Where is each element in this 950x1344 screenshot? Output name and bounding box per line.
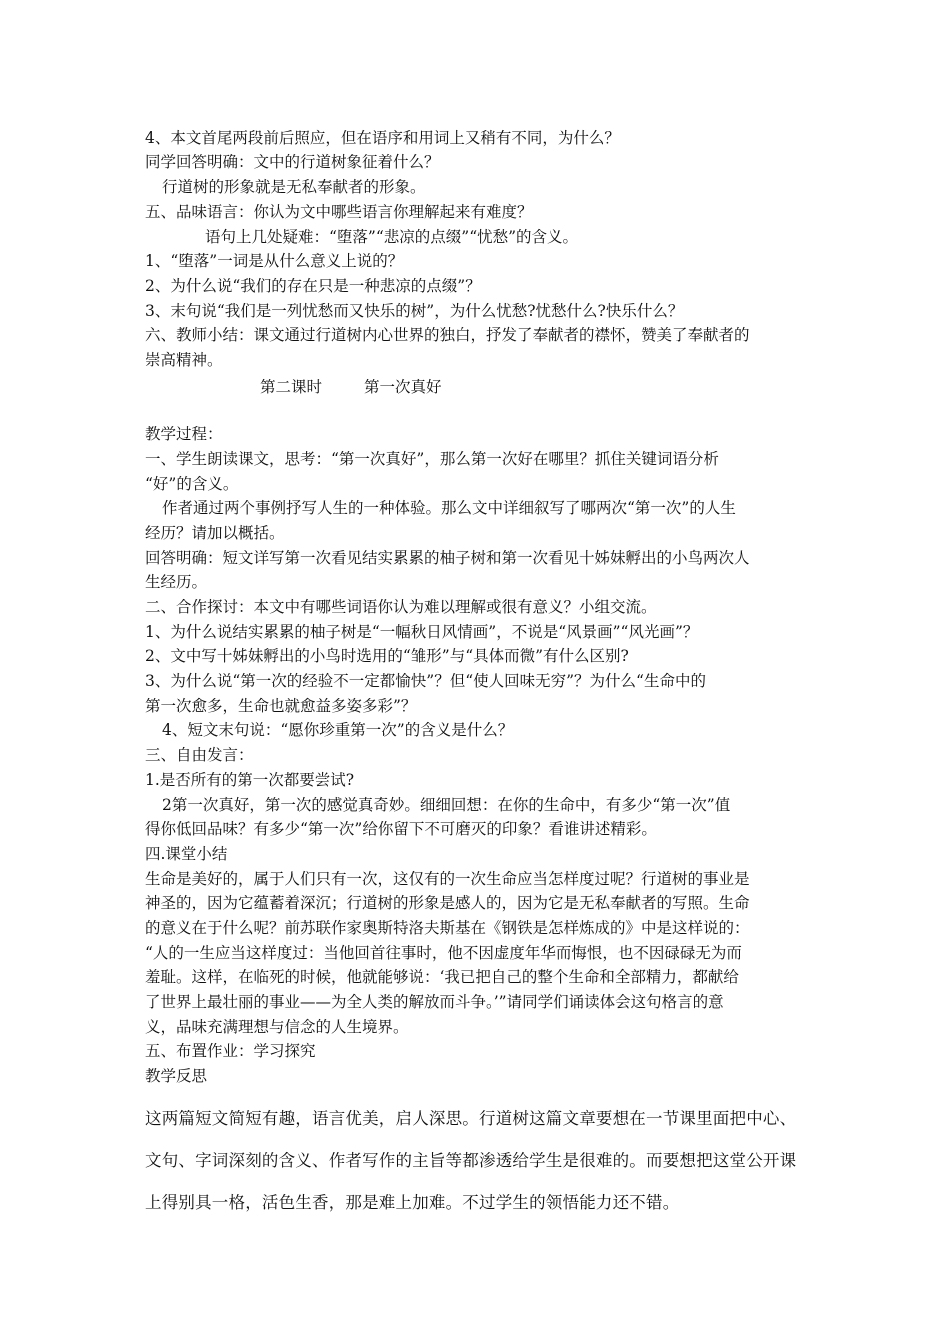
text-line: 崇高精神。 — [145, 351, 223, 369]
text-line: 回答明确：短文详写第一次看见结实累累的柚子树和第一次看见十姊妹孵出的小鸟两次人 — [145, 549, 750, 567]
text-line: 一、学生朗读课文，思考：“第一次真好”，那么第一次好在哪里？抓住关键词语分析 — [145, 450, 719, 468]
text-line: 了世界上最壮丽的事业——为全人类的解放而斗争。’”请同学们诵读体会这句格言的意 — [145, 993, 724, 1011]
text-line: 2、文中写十姊妹孵出的小鸟时选用的“雏形”与“具体而微”有什么区别? — [145, 647, 629, 665]
reflection-line: 上得别具一格，活色生香，那是难上加难。不过学生的领悟能力还不错。 — [145, 1193, 680, 1212]
lesson-name: 第一次真好 — [364, 378, 442, 396]
section-heading: 教学过程： — [145, 425, 223, 443]
text-line: 作者通过两个事例抒写人生的一种体验。那么文中详细叙写了哪两次“第一次”的人生 — [162, 499, 736, 517]
text-line: 生经历。 — [145, 573, 208, 591]
text-line: 义，品味充满理想与信念的人生境界。 — [145, 1018, 409, 1036]
text-line: 2第一次真好，第一次的感觉真奇妙。细细回想：在你的生命中，有多少“第一次”值 — [162, 796, 731, 814]
text-line: 4、短文末句说：“愿你珍重第一次”的含义是什么？ — [162, 721, 514, 739]
text-line: 羞耻。这样，在临死的时候，他就能够说：‘我已把自己的整个生命和全部精力，都献给 — [145, 968, 739, 986]
section-heading: 教学反思 — [145, 1067, 208, 1085]
section-heading: 四.课堂小结 — [145, 845, 228, 863]
text-line: “人的一生应当这样度过：当他回首往事时，他不因虚度年华而悔恨，也不因碌碌无为而 — [145, 944, 742, 962]
section-heading: 二、合作探讨：本文中有哪些词语你认为难以理解或很有意义？小组交流。 — [145, 598, 657, 616]
section-heading: 五、品味语言：你认为文中哪些语言你理解起来有难度？ — [145, 203, 533, 221]
text-line: 语句上几处疑难：“堕落”“悲凉的点缀”“忧愁”的含义。 — [205, 228, 579, 246]
text-line: 2、为什么说“我们的存在只是一种悲凉的点缀”？ — [145, 277, 481, 295]
text-line: 1、为什么说结实累累的柚子树是“一幅秋日风情画”，不说是“风景画”“风光画”？ — [145, 623, 699, 641]
text-line: 1.是否所有的第一次都要尝试? — [145, 771, 355, 789]
text-line: 第一次愈多，生命也就愈益多姿多彩”？ — [145, 697, 417, 715]
text-line: 的意义在于什么呢？前苏联作家奥斯特洛夫斯基在《钢铁是怎样炼成的》中是这样说的： — [145, 919, 750, 937]
lesson-title — [260, 375, 442, 397]
reflection-line: 文句、字词深刻的含义、作者写作的主旨等都渗透给学生是很难的。而要想把这堂公开课 — [145, 1151, 797, 1170]
text-line: 经历？请加以概括。 — [145, 524, 285, 542]
text-line: 行道树的形象就是无私奉献者的形象。 — [162, 178, 426, 196]
text-line: 1、“堕落”一词是从什么意义上说的？ — [145, 252, 404, 270]
text-line: 得你低回品味？有多少“第一次”给你留下不可磨灭的印象？看谁讲述精彩。 — [145, 820, 657, 838]
text-line: 同学回答明确：文中的行道树象征着什么？ — [145, 153, 440, 171]
text-line: 3、末句说“我们是一列忧愁而又快乐的树”，为什么忧愁?忧愁什么?快乐什么？ — [145, 302, 684, 320]
reflection-line: 这两篇短文简短有趣，语言优美，启人深思。行道树这篇文章要想在一节课里面把中心、 — [145, 1109, 797, 1128]
section-heading: 五、布置作业：学习探究 — [145, 1042, 316, 1060]
text-line: “好”的含义。 — [145, 475, 239, 493]
text-line: 生命是美好的，属于人们只有一次，这仅有的一次生命应当怎样度过呢？行道树的事业是 — [145, 870, 750, 888]
lesson-number: 第二课时 — [260, 378, 323, 396]
text-line: 4、本文首尾两段前后照应，但在语序和用词上又稍有不同，为什么？ — [145, 129, 620, 147]
text-line: 3、为什么说“第一次的经验不一定都愉快”？但“使人回味无穷”？为什么“生命中的 — [145, 672, 706, 690]
section-heading: 六、教师小结：课文通过行道树内心世界的独白，抒发了奉献者的襟怀，赞美了奉献者的 — [145, 326, 750, 344]
section-heading: 三、自由发言： — [145, 746, 254, 764]
text-line: 神圣的，因为它蕴蓄着深沉；行道树的形象是感人的，因为它是无私奉献者的写照。生命 — [145, 894, 750, 912]
